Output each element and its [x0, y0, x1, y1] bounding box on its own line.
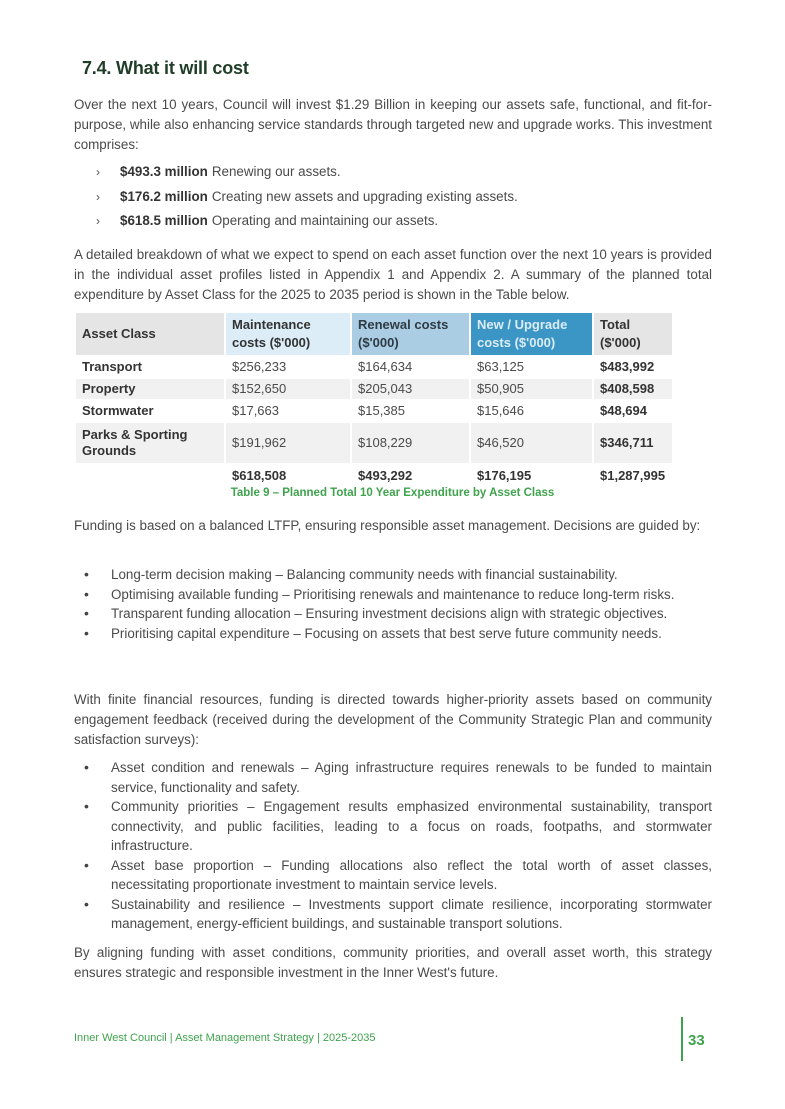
bullet-icon: •	[84, 798, 89, 814]
section-title: 7.4. What it will cost	[82, 58, 249, 78]
renewal-cell: $205,043	[352, 379, 469, 399]
list-item	[96, 211, 696, 236]
asset-class-cell: Parks & Sporting Grounds	[76, 423, 224, 463]
investment-amount: $176.2 million	[120, 188, 208, 204]
header-new-upgrade: New / Upgrade costs ($'000)	[471, 313, 592, 355]
renewal-total: $493,292	[352, 465, 469, 487]
header-maintenance: Maintenance costs ($'000)	[226, 313, 350, 355]
table-total-row	[76, 465, 672, 487]
list-item: • Long-term decision making – Balancing community needs with financial sustainability.	[84, 565, 712, 585]
new-upgrade-cell: $63,125	[471, 357, 592, 377]
table-row	[76, 357, 672, 377]
table-row	[76, 401, 672, 421]
header-asset-class: Asset Class	[76, 313, 224, 355]
total-cell: $48,694	[594, 401, 672, 421]
list-item: • Asset condition and renewals – Aging infrastructure requires renewals to be funded to maintain service, functionality and safety.	[84, 758, 712, 797]
new-upgrade-cell: $15,646	[471, 401, 592, 421]
maintenance-cell: $17,663	[226, 401, 350, 421]
list-item: • Sustainability and resilience – Investments support climate resilience, incorporating stormwater management, energy-efficient buildings, and sustainable transport solutions.	[84, 895, 712, 934]
total-cell: $408,598	[594, 379, 672, 399]
chevron-right-icon: ›	[96, 214, 100, 228]
table-header-row	[76, 313, 672, 355]
list-item	[96, 162, 696, 187]
closing-paragraph: By aligning funding with asset conditions, community priorities, and overall asset worth, this strategy ensures strategic and responsible investment in the Inner West's future.	[74, 945, 712, 980]
guides-list	[84, 565, 712, 643]
total-label-cell	[76, 465, 224, 487]
maintenance-cell: $152,650	[226, 379, 350, 399]
bullet-icon: •	[84, 585, 89, 602]
investment-amount: $493.3 million	[120, 164, 208, 179]
investment-text: Operating and maintaining our assets.	[211, 213, 439, 228]
expenditure-table	[74, 311, 674, 489]
list-item: • Asset base proportion – Funding allocations also reflect the total worth of asset classes, necessitating proportionate investment to maintain service levels.	[84, 856, 712, 895]
priorities-list	[84, 758, 712, 934]
funding-intro: Funding is based on a balanced LTFP, ensuring responsible asset management. Decisions are guided by:	[74, 518, 701, 533]
breakdown-paragraph: A detailed breakdown of what we expect to spend on each asset function over the next 10 years is provided in the individual asset profiles listed in Appendix 1 and Appendix 2. A summary of the planned total expenditure by Asset Class for the 2025 to 2035 period is shown in the Table below.	[74, 247, 712, 302]
finite-resources-paragraph: With finite financial resources, funding is directed towards higher-priority assets based on community engagement feedback (received during the development of the Community Strategic Plan and community satisfaction surveys):	[74, 692, 712, 747]
grand-total: $1,287,995	[594, 465, 672, 487]
maintenance-cell: $256,233	[226, 357, 350, 377]
renewal-cell: $108,229	[352, 423, 469, 463]
header-renewal: Renewal costs ($'000)	[352, 313, 469, 355]
list-item	[96, 187, 696, 212]
asset-class-cell: Transport	[76, 357, 224, 377]
total-cell: $346,711	[594, 423, 672, 463]
list-item: • Optimising available funding – Prioritising renewals and maintenance to reduce long-term risks.	[84, 585, 712, 605]
asset-class-cell: Property	[76, 379, 224, 399]
new-upgrade-cell: $50,905	[471, 379, 592, 399]
new-upgrade-cell: $46,520	[471, 423, 592, 463]
footer-divider	[681, 1017, 683, 1061]
investment-list	[96, 162, 696, 236]
table-caption: Table 9 – Planned Total 10 Year Expenditure by Asset Class	[230, 487, 555, 499]
list-item: • Transparent funding allocation – Ensuring investment decisions align with strategic objectives.	[84, 604, 712, 624]
list-item: • Prioritising capital expenditure – Focusing on assets that best serve future community needs.	[84, 624, 712, 644]
renewal-cell: $15,385	[352, 401, 469, 421]
table-row	[76, 379, 672, 399]
total-cell: $483,992	[594, 357, 672, 377]
investment-text: Renewing our assets.	[211, 164, 341, 179]
maintenance-total: $618,508	[226, 465, 350, 487]
footer-text: Inner West Council | Asset Management Strategy | 2025-2035	[74, 1032, 376, 1044]
investment-amount: $618.5 million	[120, 213, 208, 228]
chevron-right-icon: ›	[96, 189, 100, 204]
bullet-icon: •	[84, 566, 89, 582]
investment-text: Creating new assets and upgrading existing assets.	[211, 188, 518, 204]
intro-paragraph: Over the next 10 years, Council will invest $1.29 Billion in keeping our assets safe, functional, and fit-for-purpose, while also enhancing service standards through targeted new and upgrade works. This investment comprises:	[74, 97, 712, 152]
bullet-icon: •	[84, 856, 89, 873]
header-total: Total ($'000)	[594, 313, 672, 355]
list-item: • Community priorities – Engagement results emphasized environmental sustainability, transport connectivity, and public facilities, leading to a focus on roads, footpaths, and stormwater infrastructure.	[84, 797, 712, 856]
bullet-icon: •	[84, 895, 89, 912]
bullet-icon: •	[84, 605, 89, 621]
bullet-icon: •	[84, 624, 89, 641]
new-upgrade-total: $176,195	[471, 465, 592, 487]
page-number: 33	[688, 1032, 705, 1049]
renewal-cell: $164,634	[352, 357, 469, 377]
chevron-right-icon: ›	[96, 165, 100, 179]
maintenance-cell: $191,962	[226, 423, 350, 463]
bullet-icon: •	[84, 759, 89, 775]
asset-class-cell: Stormwater	[76, 401, 224, 421]
table-row	[76, 423, 672, 463]
